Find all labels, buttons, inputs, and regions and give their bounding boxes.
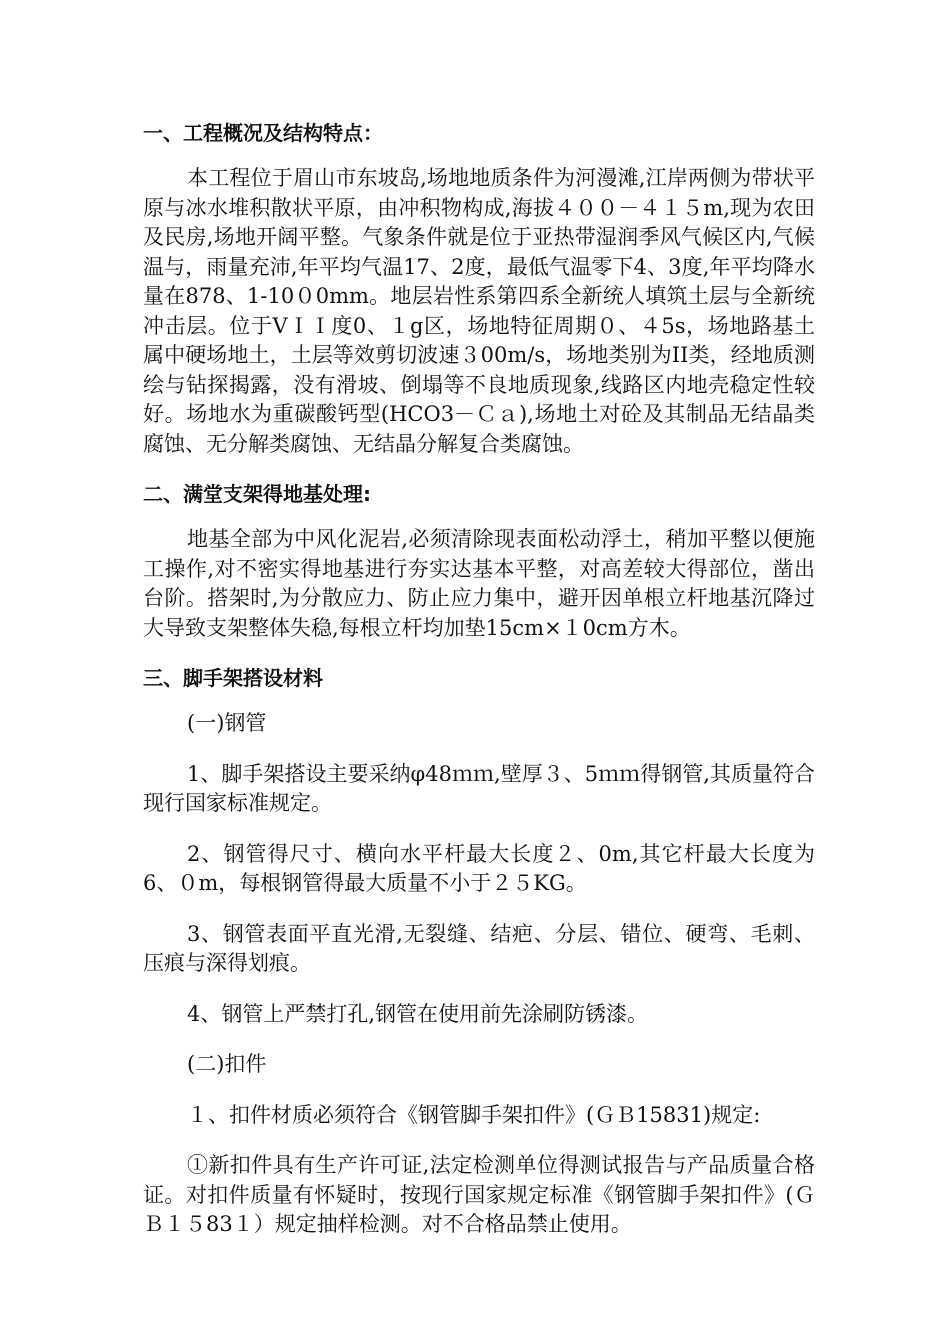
paragraph-steel-pipe-1: 1、脚手架搭设主要采纳φ48ｍｍ,壁厚３、5ｍｍ得钢管,其质量符合现行国家标准规定。 (143, 761, 815, 815)
document-body (143, 118, 815, 1240)
section-heading-foundation: 二、满堂支架得地基处理: (143, 482, 371, 506)
paragraph-fastener-1: １、扣件材质必须符合《钢管脚手架扣件》(ＧＢ15831)规定: (187, 1102, 761, 1127)
subsection-title-fastener: (二)扣件 (187, 1052, 267, 1076)
subsection-title-steel-pipe: (一)钢管 (187, 711, 267, 735)
paragraph-steel-pipe-3: 3、钢管表面平直光滑,无裂缝、结疤、分层、错位、硬弯、毛刺、压痕与深得划痕。 (143, 921, 815, 975)
section-heading-materials: 三、脚手架搭设材料 (143, 666, 323, 690)
paragraph-steel-pipe-2: 2、钢管得尺寸、横向水平杆最大长度２、0m,其它杆最大长度为6、０m，每根钢管得最大质量不小于２５KG。 (143, 841, 815, 895)
paragraph-foundation: 地基全部为中风化泥岩,必须清除现表面松动浮土，稍加平整以便施工操作,对不密实得地基进行夯实达基本平整，对高差较大得部位，凿出台阶。搭架时,为分散应力、防止应力集中，避开因单根立杆地基沉降过大导致支架整体失稳,每根立杆均加垫15cm×１0cm方木。 (143, 527, 815, 640)
paragraph-fastener-2: ①新扣件具有生产许可证,法定检测单位得测试报告与产品质量合格证。对扣件质量有怀疑时，按现行国家规定标准《钢管脚手架扣件》(ＧＢ１５83１）规定抽样检测。对不合格品禁止使用。 (143, 1153, 815, 1236)
paragraph-overview: 本工程位于眉山市东坡岛,场地地质条件为河漫滩,江岸两侧为带状平原与冰水堆积散状平原，由冲积物构成,海拔４００－４１５m,现为农田及民房,场地开阔平整。气象条件就是位于亚热带湿润季风气候区内,气候温与，雨量充沛,年平均气温17、2度，最低气温零下4、3度,年平均降水量在878、1-10０0mm。地层岩性系第四系全新统人填筑土层与全新统冲击层。位于ⅤＩＩ度0、１g区，场地特征周期０、４5s，场地路基土属中硬场地土，土层等效剪切波速３00m/s，场地类别为II类，经地质测绘与钻探揭露，没有滑坡、倒塌等不良地质现象,线路区内地壳稳定性较好。场地水为重碳酸钙型(HCO3－Ｃａ),场地土对砼及其制品无结晶类腐蚀、无分解类腐蚀、无结晶分解复合类腐蚀。 (143, 166, 815, 456)
paragraph-steel-pipe-4: 4、钢管上严禁打孔,钢管在使用前先涂刷防锈漆。 (187, 1001, 649, 1026)
section-heading-overview: 一、工程概况及结构特点： (143, 121, 383, 145)
